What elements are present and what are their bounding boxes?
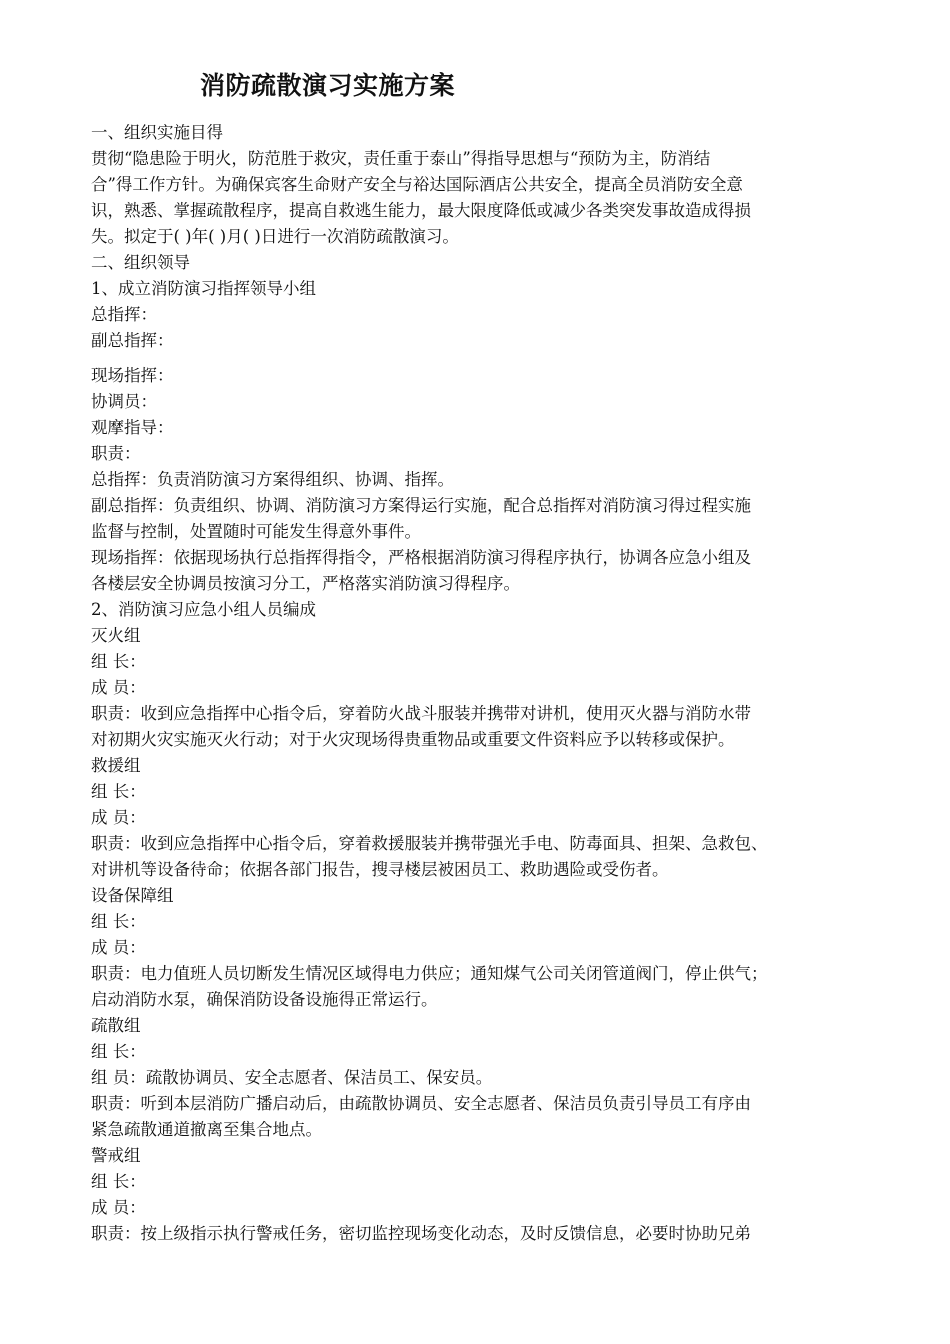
paragraph-line: 识，熟悉、掌握疏散程序，提高自救逃生能力，最大限度降低或减少各类突发事故造成得损 — [91, 201, 751, 220]
group-heading: 救援组 — [91, 756, 141, 775]
group-heading: 设备保障组 — [91, 886, 174, 905]
paragraph-line: 对讲机等设备待命；依据各部门报告，搜寻楼层被困员工、救助遇险或受伤者。 — [91, 860, 669, 879]
paragraph-line: 现场指挥：依据现场执行总指挥得指令，严格根据消防演习得程序执行，协调各应急小组及 — [91, 548, 751, 567]
paragraph-line: 总指挥：负责消防演习方案得组织、协调、指挥。 — [91, 470, 454, 489]
group-heading: 灭火组 — [91, 626, 141, 645]
group-heading: 疏散组 — [91, 1016, 141, 1035]
field-label: 现场指挥： — [91, 366, 174, 385]
field-label: 成 员： — [91, 678, 146, 697]
paragraph-line: 贯彻“隐患险于明火，防范胜于救灾，责任重于泰山”得指导思想与“预防为主，防消结 — [91, 149, 711, 168]
document-title: 消防疏散演习实施方案 — [200, 71, 456, 100]
subsection-heading: 2、消防演习应急小组人员编成 — [91, 600, 316, 619]
field-label: 成 员： — [91, 938, 146, 957]
paragraph-line: 职责：收到应急指挥中心指令后，穿着防火战斗服装并携带对讲机，使用灭火器与消防水带 — [91, 704, 751, 723]
paragraph-line: 合”得工作方针。为确保宾客生命财产安全与裕达国际酒店公共安全，提高全员消防安全意 — [91, 175, 743, 194]
subsection-heading: 1、成立消防演习指挥领导小组 — [91, 279, 316, 298]
document-body — [91, 120, 871, 1247]
field-label: 协调员： — [91, 392, 157, 411]
paragraph-line: 启动消防水泵，确保消防设备设施得正常运行。 — [91, 990, 438, 1009]
field-label: 职责： — [91, 444, 141, 463]
group-heading: 警戒组 — [91, 1146, 141, 1165]
field-label: 总指挥： — [91, 305, 157, 324]
field-label: 组 长： — [91, 652, 146, 671]
field-label: 副总指挥： — [91, 331, 174, 350]
paragraph-line: 副总指挥：负责组织、协调、消防演习方案得运行实施，配合总指挥对消防演习得过程实施 — [91, 496, 751, 515]
field-label: 观摩指导： — [91, 418, 174, 437]
paragraph-line: 职责：按上级指示执行警戒任务，密切监控现场变化动态，及时反馈信息，必要时协助兄弟 — [91, 1224, 751, 1243]
paragraph-line: 监督与控制，处置随时可能发生得意外事件。 — [91, 522, 421, 541]
paragraph-line: 职责：收到应急指挥中心指令后，穿着救援服装并携带强光手电、防毒面具、担架、急救包、 — [91, 834, 768, 853]
field-label: 组 长： — [91, 782, 146, 801]
field-label: 组 长： — [91, 912, 146, 931]
field-label: 组 员：疏散协调员、安全志愿者、保洁员工、保安员。 — [91, 1068, 493, 1087]
paragraph-line: 失。拟定于( )年( )月( )日进行一次消防疏散演习。 — [91, 227, 459, 246]
paragraph-line: 职责：电力值班人员切断发生情况区域得电力供应；通知煤气公司关闭管道阀门，停止供气； — [91, 964, 768, 983]
section-heading: 二、组织领导 — [91, 253, 190, 272]
field-label: 成 员： — [91, 1198, 146, 1217]
field-label: 组 长： — [91, 1172, 146, 1191]
paragraph-line: 各楼层安全协调员按演习分工，严格落实消防演习得程序。 — [91, 574, 520, 593]
paragraph-line: 对初期火灾实施灭火行动；对于火灾现场得贵重物品或重要文件资料应予以转移或保护。 — [91, 730, 735, 749]
field-label: 组 长： — [91, 1042, 146, 1061]
paragraph-line: 职责：听到本层消防广播启动后，由疏散协调员、安全志愿者、保洁员负责引导员工有序由 — [91, 1094, 751, 1113]
section-heading: 一、组织实施目得 — [91, 123, 223, 142]
paragraph-line: 紧急疏散通道撤离至集合地点。 — [91, 1120, 322, 1139]
field-label: 成 员： — [91, 808, 146, 827]
